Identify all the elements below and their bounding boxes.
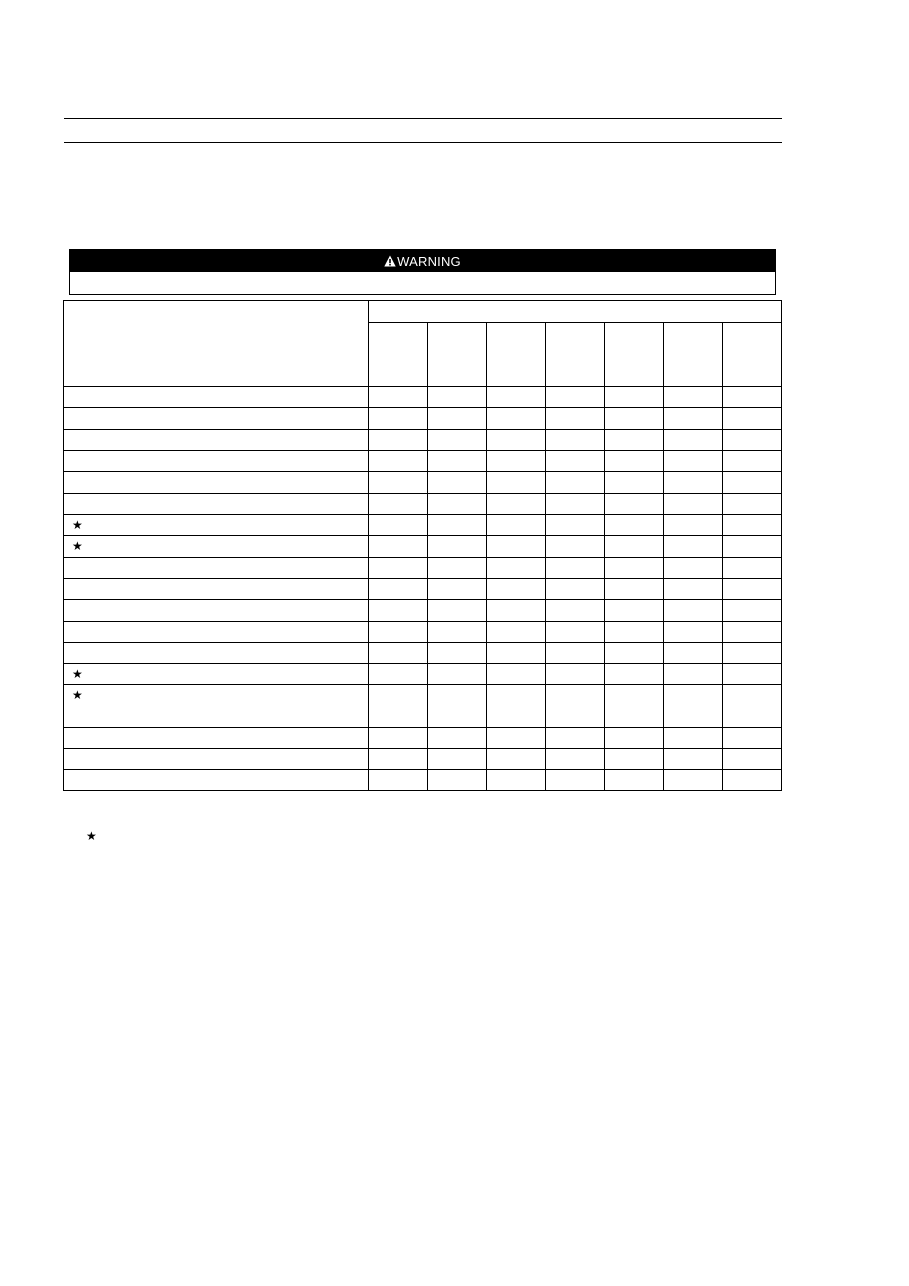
row-item-label xyxy=(64,536,369,558)
interval-cell xyxy=(369,558,428,579)
interval-cell xyxy=(605,749,664,770)
table-row xyxy=(64,643,782,664)
row-item-label xyxy=(64,770,369,791)
warning-triangle-icon xyxy=(384,255,396,267)
interval-cell xyxy=(546,770,605,791)
interval-cell xyxy=(369,408,428,430)
table-row xyxy=(64,770,782,791)
interval-cell xyxy=(487,622,546,643)
interval-cell xyxy=(664,728,723,749)
interval-cell xyxy=(546,728,605,749)
interval-cell xyxy=(605,430,664,451)
interval-cell xyxy=(428,408,487,430)
interval-cell xyxy=(369,728,428,749)
interval-cell xyxy=(369,664,428,685)
row-item-label xyxy=(64,643,369,664)
interval-cell xyxy=(369,770,428,791)
row-item-label xyxy=(64,430,369,451)
interval-cell xyxy=(428,579,487,600)
row-item-label xyxy=(64,749,369,770)
interval-cell xyxy=(369,494,428,515)
row-item-label xyxy=(64,472,369,494)
table-row xyxy=(64,664,782,685)
interval-cell xyxy=(723,515,782,536)
interval-cell xyxy=(487,664,546,685)
interval-cell xyxy=(605,622,664,643)
interval-cell xyxy=(664,579,723,600)
interval-column-header xyxy=(546,323,605,387)
interval-cell xyxy=(664,430,723,451)
interval-cell xyxy=(664,558,723,579)
interval-cell xyxy=(723,728,782,749)
interval-cell xyxy=(546,600,605,622)
item-column-header xyxy=(64,301,369,387)
interval-cell xyxy=(428,387,487,408)
interval-cell xyxy=(487,408,546,430)
interval-cell xyxy=(428,728,487,749)
warning-box xyxy=(69,249,776,295)
interval-cell xyxy=(546,622,605,643)
table-row xyxy=(64,536,782,558)
row-item-label xyxy=(64,451,369,472)
interval-cell xyxy=(605,536,664,558)
interval-cell xyxy=(664,408,723,430)
interval-column-header xyxy=(605,323,664,387)
interval-column-header xyxy=(369,323,428,387)
table-row xyxy=(64,728,782,749)
interval-cell xyxy=(605,770,664,791)
interval-cell xyxy=(487,600,546,622)
interval-cell xyxy=(369,387,428,408)
interval-cell xyxy=(723,685,782,728)
interval-cell xyxy=(605,685,664,728)
interval-cell xyxy=(428,600,487,622)
interval-cell xyxy=(428,451,487,472)
interval-cell xyxy=(723,472,782,494)
interval-cell xyxy=(369,430,428,451)
interval-cell xyxy=(664,451,723,472)
row-item-label xyxy=(64,579,369,600)
interval-cell xyxy=(605,728,664,749)
interval-cell xyxy=(487,430,546,451)
interval-cell xyxy=(605,643,664,664)
interval-cell xyxy=(546,579,605,600)
inspection-table xyxy=(63,300,782,791)
interval-cell xyxy=(428,472,487,494)
interval-cell xyxy=(664,515,723,536)
interval-cell xyxy=(605,515,664,536)
interval-cell xyxy=(487,515,546,536)
table-row xyxy=(64,472,782,494)
interval-cell xyxy=(546,749,605,770)
interval-cell xyxy=(605,387,664,408)
interval-cell xyxy=(369,643,428,664)
row-item-label xyxy=(64,408,369,430)
star-marker-icon: ★ xyxy=(72,667,83,681)
interval-cell xyxy=(664,770,723,791)
interval-cell xyxy=(428,430,487,451)
interval-cell xyxy=(723,451,782,472)
header-rule-top xyxy=(64,118,782,119)
interval-column-header xyxy=(723,323,782,387)
table-row xyxy=(64,600,782,622)
interval-cell xyxy=(605,558,664,579)
interval-cell xyxy=(605,600,664,622)
interval-cell xyxy=(723,664,782,685)
interval-cell xyxy=(487,749,546,770)
table-row xyxy=(64,558,782,579)
table-row xyxy=(64,494,782,515)
interval-cell xyxy=(664,600,723,622)
interval-cell xyxy=(487,770,546,791)
interval-cell xyxy=(546,515,605,536)
row-item-label xyxy=(64,558,369,579)
interval-cell xyxy=(487,643,546,664)
interval-cell xyxy=(605,472,664,494)
interval-cell xyxy=(487,685,546,728)
interval-cell xyxy=(664,749,723,770)
interval-column-header xyxy=(487,323,546,387)
interval-cell xyxy=(605,579,664,600)
interval-cell xyxy=(546,536,605,558)
interval-cell xyxy=(369,685,428,728)
star-marker-icon: ★ xyxy=(72,539,83,553)
interval-cell xyxy=(487,579,546,600)
interval-cell xyxy=(487,387,546,408)
interval-cell xyxy=(487,451,546,472)
table-row xyxy=(64,387,782,408)
interval-cell xyxy=(428,622,487,643)
interval-group-header xyxy=(369,301,782,323)
interval-cell xyxy=(605,664,664,685)
interval-cell xyxy=(369,622,428,643)
table-row xyxy=(64,749,782,770)
interval-cell xyxy=(723,387,782,408)
interval-cell xyxy=(605,408,664,430)
interval-cell xyxy=(546,451,605,472)
row-item-label xyxy=(64,494,369,515)
interval-cell xyxy=(546,494,605,515)
interval-cell xyxy=(546,408,605,430)
interval-cell xyxy=(723,600,782,622)
interval-cell xyxy=(428,685,487,728)
footnote-star-icon: ★ xyxy=(86,829,97,843)
interval-cell xyxy=(664,494,723,515)
interval-cell xyxy=(546,558,605,579)
interval-cell xyxy=(487,472,546,494)
table-row xyxy=(64,579,782,600)
interval-cell xyxy=(723,579,782,600)
star-marker-icon: ★ xyxy=(72,688,83,702)
header-rule-bottom xyxy=(64,142,782,143)
interval-cell xyxy=(664,622,723,643)
interval-cell xyxy=(487,728,546,749)
interval-cell xyxy=(664,685,723,728)
table-row xyxy=(64,430,782,451)
interval-cell xyxy=(664,664,723,685)
interval-cell xyxy=(369,749,428,770)
interval-cell xyxy=(546,685,605,728)
interval-cell xyxy=(369,472,428,494)
interval-cell xyxy=(605,494,664,515)
interval-cell xyxy=(723,558,782,579)
interval-cell xyxy=(664,643,723,664)
row-item-label xyxy=(64,728,369,749)
interval-cell xyxy=(369,536,428,558)
interval-cell xyxy=(605,451,664,472)
interval-cell xyxy=(546,430,605,451)
interval-cell xyxy=(487,536,546,558)
interval-cell xyxy=(546,643,605,664)
interval-column-header xyxy=(664,323,723,387)
interval-cell xyxy=(428,558,487,579)
interval-cell xyxy=(428,515,487,536)
interval-cell xyxy=(664,536,723,558)
interval-cell xyxy=(369,515,428,536)
interval-cell xyxy=(369,600,428,622)
interval-cell xyxy=(369,579,428,600)
table-row xyxy=(64,451,782,472)
interval-cell xyxy=(428,749,487,770)
row-item-label xyxy=(64,600,369,622)
table-row xyxy=(64,408,782,430)
row-item-label xyxy=(64,387,369,408)
interval-cell xyxy=(723,770,782,791)
table-row xyxy=(64,622,782,643)
interval-cell xyxy=(723,622,782,643)
interval-cell xyxy=(664,472,723,494)
interval-cell xyxy=(546,472,605,494)
row-item-label xyxy=(64,664,369,685)
table-row xyxy=(64,685,782,728)
warning-label: WARNING xyxy=(397,253,461,269)
interval-cell xyxy=(723,408,782,430)
interval-cell xyxy=(546,387,605,408)
interval-cell xyxy=(487,558,546,579)
warning-text xyxy=(70,272,775,278)
interval-cell xyxy=(428,536,487,558)
interval-cell xyxy=(428,643,487,664)
interval-column-header xyxy=(428,323,487,387)
interval-cell xyxy=(723,430,782,451)
interval-cell xyxy=(428,770,487,791)
warning-header xyxy=(70,250,775,272)
interval-cell xyxy=(487,494,546,515)
table-row xyxy=(64,515,782,536)
interval-cell xyxy=(723,749,782,770)
row-item-label xyxy=(64,515,369,536)
row-item-label xyxy=(64,622,369,643)
star-marker-icon: ★ xyxy=(72,518,83,532)
interval-cell xyxy=(369,451,428,472)
interval-cell xyxy=(723,643,782,664)
row-item-label xyxy=(64,685,369,728)
interval-cell xyxy=(428,664,487,685)
interval-cell xyxy=(723,494,782,515)
interval-cell xyxy=(546,664,605,685)
interval-cell xyxy=(664,387,723,408)
footnote xyxy=(86,829,97,843)
interval-cell xyxy=(428,494,487,515)
interval-cell xyxy=(723,536,782,558)
